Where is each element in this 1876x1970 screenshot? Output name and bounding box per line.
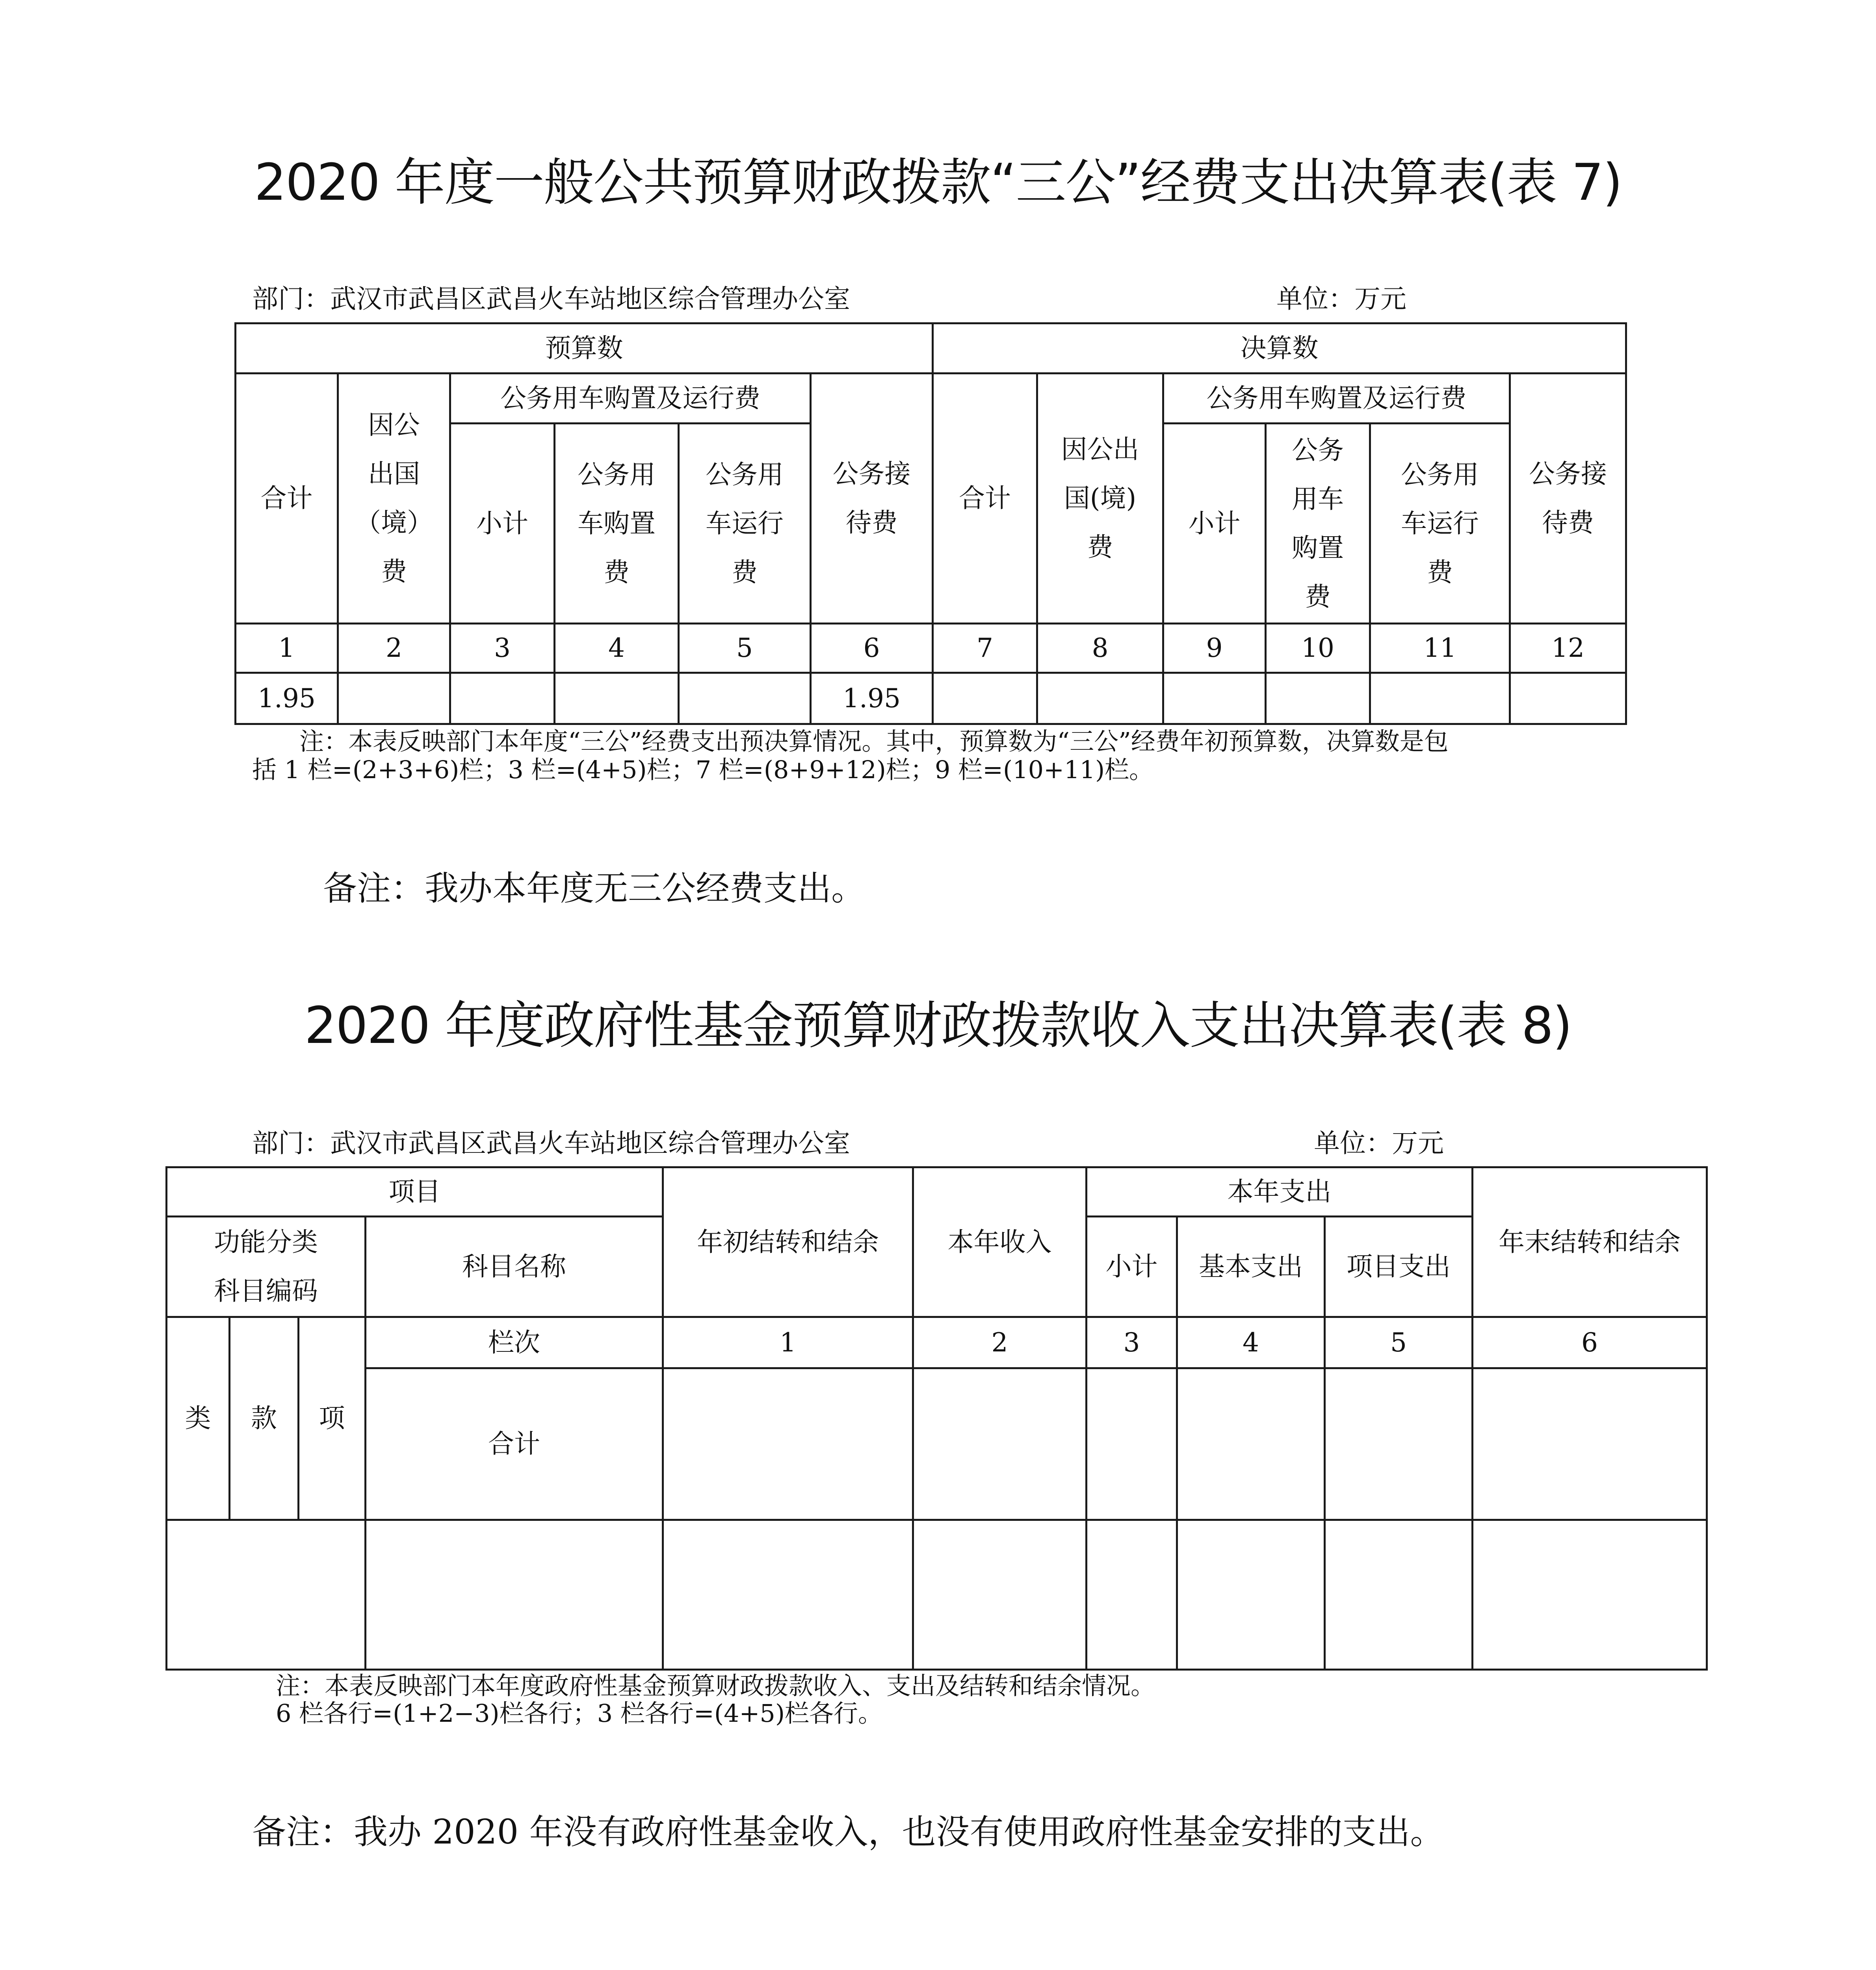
budget-car-purchase-value	[555, 674, 678, 723]
col-number: 1	[278, 633, 295, 663]
final-reception-header: 公务接 待费	[1529, 459, 1607, 538]
final-car-run-value	[1371, 674, 1509, 723]
closing-balance-header: 年末结转和结余	[1499, 1227, 1681, 1257]
col-number: 7	[977, 633, 993, 663]
col-number: 10	[1301, 633, 1334, 663]
final-travel-header: 因公出 国(境) 费	[1061, 434, 1139, 562]
item-header: 项目	[388, 1176, 441, 1207]
basic-expense-header: 基本支出	[1199, 1251, 1303, 1282]
final-total-header: 合计	[959, 483, 1011, 513]
col-number: 4	[1243, 1327, 1259, 1358]
table7-note-line1: 注：本表反映部门本年度“三公”经费支出预决算情况。其中，预算数为“三公”经费年初预算数，决算数是包	[299, 727, 1449, 756]
col-number: 4	[608, 633, 625, 663]
col-number: 8	[1092, 633, 1109, 663]
final-reception-value	[1511, 674, 1625, 723]
budget-travel-header: 因公 出国 （境） 费	[355, 410, 433, 587]
income-header: 本年收入	[947, 1227, 1052, 1257]
table7-remark: 备注：我办本年度无三公经费支出。	[323, 869, 865, 908]
budget-total-value: 1.95	[258, 683, 316, 714]
table7-unit: 单位：万元	[1276, 284, 1406, 314]
final-total-value	[934, 674, 1036, 723]
table7-note-line2: 括 1 栏=(2+3+6)栏；3 栏=(4+5)栏；7 栏=(8+9+12)栏；9 栏=(10+11)栏。	[252, 755, 1154, 784]
subject-name-header: 科目名称	[462, 1251, 566, 1282]
col-number: 2	[386, 633, 402, 663]
opening-balance-header: 年初结转和结余	[697, 1227, 879, 1257]
col-number: 12	[1551, 633, 1584, 663]
col-number: 9	[1206, 633, 1223, 663]
budget-car-run-header: 公务用 车运行 费	[706, 459, 784, 587]
table8-note-line1: 注：本表反映部门本年度政府性基金预算财政拨款收入、支出及结转和结余情况。	[276, 1671, 1155, 1700]
col-number: 5	[736, 633, 753, 663]
budget-subtotal-header: 小计	[476, 508, 528, 539]
final-subtotal-header: 小计	[1188, 508, 1241, 539]
budget-travel-value	[339, 674, 449, 723]
project-expense-header: 项目支出	[1347, 1251, 1451, 1282]
kuan-header: 款	[251, 1403, 277, 1433]
table8-remark: 备注：我办 2020 年没有政府性基金收入，也没有使用政府性基金安排的支出。	[252, 1812, 1444, 1852]
budget-car-purchase-header: 公务用 车购置 费	[578, 459, 656, 587]
col-number: 6	[1581, 1327, 1598, 1358]
budget-car-group-header: 公务用车购置及运行费	[500, 383, 760, 413]
col-number: 1	[780, 1327, 796, 1358]
col-number: 3	[1123, 1327, 1140, 1358]
table7-title: 2020 年度一般公共预算财政拨款“三公”经费支出决算表(表 7)	[254, 153, 1622, 212]
final-travel-value	[1038, 674, 1162, 723]
final-car-purchase-value	[1267, 674, 1369, 723]
row-label: 栏次	[488, 1327, 540, 1358]
final-header: 决算数	[1240, 333, 1319, 363]
expense-subtotal-header: 小计	[1105, 1251, 1158, 1282]
budget-reception-value: 1.95	[843, 683, 901, 714]
final-car-run-header: 公务用 车运行 费	[1401, 459, 1479, 587]
budget-reception-header: 公务接 待费	[832, 459, 911, 538]
col-number: 6	[863, 633, 880, 663]
func-class-header: 功能分类 科目编码	[214, 1227, 318, 1306]
table8-department: 部门：武汉市武昌区武昌火车站地区综合管理办公室	[252, 1128, 850, 1158]
col-number: 3	[494, 633, 511, 663]
table8-title: 2020 年度政府性基金预算财政拨款收入支出决算表(表 8)	[304, 996, 1572, 1055]
final-subtotal-value	[1164, 674, 1265, 723]
total-row-label: 合计	[488, 1429, 540, 1459]
final-car-group-header: 公务用车购置及运行费	[1206, 383, 1467, 413]
table8-unit: 单位：万元	[1314, 1128, 1444, 1158]
col-number: 5	[1390, 1327, 1407, 1358]
budget-header: 预算数	[545, 333, 623, 363]
xiang-header: 项	[319, 1403, 345, 1433]
budget-subtotal-value	[451, 674, 554, 723]
table7-department: 部门：武汉市武昌区武昌火车站地区综合管理办公室	[252, 284, 850, 314]
table8-note-line2: 6 栏各行=(1+2−3)栏各行；3 栏各行=(4+5)栏各行。	[276, 1699, 883, 1728]
budget-total-header: 合计	[260, 483, 313, 513]
col-number: 11	[1423, 633, 1456, 663]
expense-header: 本年支出	[1227, 1176, 1332, 1207]
budget-car-run-value	[680, 674, 810, 723]
lei-header: 类	[185, 1403, 211, 1433]
final-car-purchase-header: 公务 用车 购置 费	[1292, 435, 1344, 612]
col-number: 2	[991, 1327, 1008, 1358]
